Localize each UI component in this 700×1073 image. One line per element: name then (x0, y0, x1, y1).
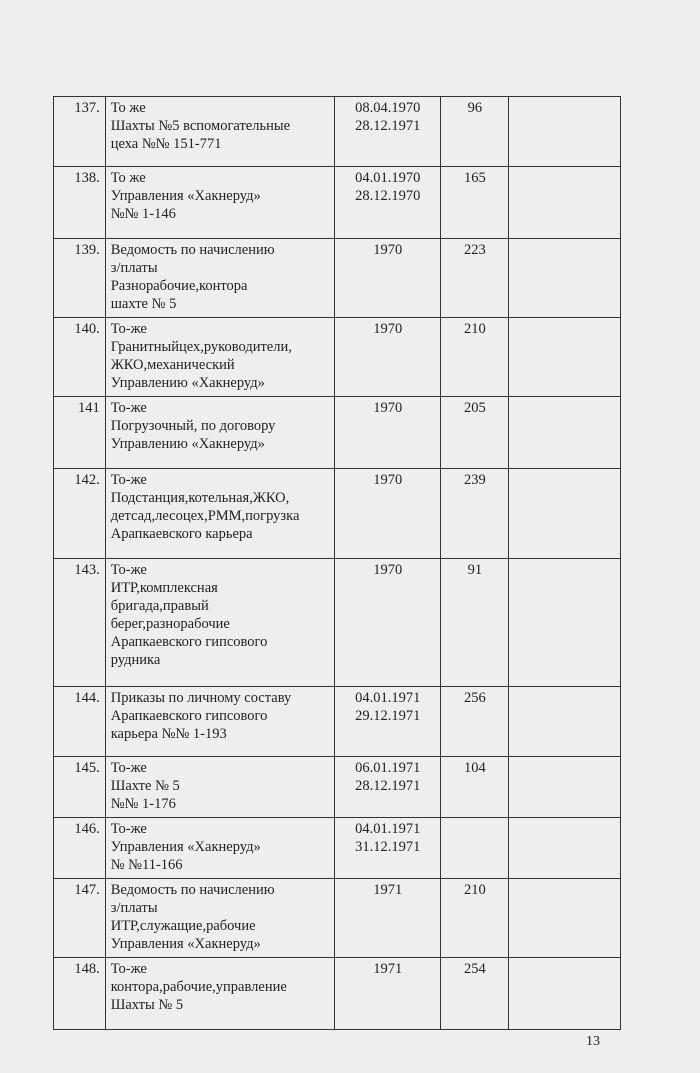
item-title-line: То же (110, 170, 146, 186)
item-date: 1970 (373, 562, 403, 578)
item-dates (334, 879, 441, 958)
item-title-line: Арапкаевского гипсового (110, 708, 268, 724)
item-title-line: То же (110, 100, 146, 116)
item-title-line: Управления «Хакнеруд» (110, 188, 261, 204)
item-date: 28.12.1971 (355, 778, 421, 794)
item-count: 205 (441, 397, 509, 469)
item-title-line: То-же (110, 961, 147, 977)
item-title-line: Разнорабочие,контора (110, 278, 248, 294)
item-title-line: Управлению «Хакнеруд» (110, 436, 265, 452)
item-title-line: ИТР,служащие,рабочие (110, 918, 256, 934)
item-title-line: з/платы (110, 260, 158, 276)
item-title-line: детсад,лесоцех,РММ,погрузка (110, 508, 300, 524)
item-date: 1971 (373, 961, 403, 977)
item-dates (334, 97, 441, 167)
item-count: 96 (441, 97, 509, 167)
item-title-line: То-же (110, 400, 147, 416)
item-title-line: контора,рабочие,управление (110, 979, 287, 995)
item-count (441, 818, 509, 879)
item-count: 165 (441, 167, 509, 239)
table-row (54, 559, 621, 687)
item-count: 210 (441, 318, 509, 397)
item-note (509, 167, 621, 239)
item-count: 256 (441, 687, 509, 757)
item-note (509, 879, 621, 958)
item-title (105, 687, 334, 757)
item-title-line: Управления «Хакнеруд» (110, 936, 261, 952)
row-number: 137. (54, 97, 106, 167)
row-number: 142. (54, 469, 106, 559)
item-date: 04.01.1971 (355, 821, 421, 837)
item-title-line: То-же (110, 760, 147, 776)
item-title (105, 397, 334, 469)
item-note (509, 757, 621, 818)
table-row (54, 469, 621, 559)
item-title-line: цеха №№ 151-771 (110, 136, 222, 152)
table-row (54, 687, 621, 757)
item-date: 04.01.1970 (355, 170, 421, 186)
item-date: 1970 (373, 242, 403, 258)
item-note (509, 818, 621, 879)
item-note (509, 559, 621, 687)
item-count: 254 (441, 958, 509, 1030)
item-note (509, 239, 621, 318)
table-row (54, 397, 621, 469)
item-title (105, 559, 334, 687)
item-title-line: Подстанция,котельная,ЖКО, (110, 490, 290, 506)
row-number: 145. (54, 757, 106, 818)
item-title (105, 97, 334, 167)
register-body (54, 97, 621, 1030)
item-title-line: Шахты № 5 (110, 997, 184, 1013)
item-title-line: карьера №№ 1-193 (110, 726, 227, 742)
table-row (54, 818, 621, 879)
item-date: 04.01.1971 (355, 690, 421, 706)
item-dates (334, 958, 441, 1030)
item-count: 91 (441, 559, 509, 687)
item-date: 1970 (373, 321, 403, 337)
table-row (54, 167, 621, 239)
item-note (509, 97, 621, 167)
row-number: 144. (54, 687, 106, 757)
item-title-line: рудника (110, 652, 161, 668)
item-title-line: бригада,правый (110, 598, 209, 614)
item-title-line: Гранитныйцех,руководители, (110, 339, 292, 355)
item-title (105, 239, 334, 318)
table-row (54, 318, 621, 397)
item-note (509, 958, 621, 1030)
item-title-line: То-же (110, 821, 147, 837)
item-date: 06.01.1971 (355, 760, 421, 776)
item-count: 210 (441, 879, 509, 958)
item-note (509, 469, 621, 559)
item-count: 239 (441, 469, 509, 559)
row-number: 146. (54, 818, 106, 879)
item-title (105, 469, 334, 559)
item-date: 08.04.1970 (355, 100, 421, 116)
item-date: 28.12.1971 (355, 118, 421, 134)
item-dates (334, 469, 441, 559)
item-note (509, 318, 621, 397)
item-title-line: ИТР,комплексная (110, 580, 218, 596)
item-title-line: Шахте № 5 (110, 778, 180, 794)
item-title-line: Ведомость по начислению (110, 242, 275, 258)
item-title-line: ЖКО,механический (110, 357, 235, 373)
table-row (54, 239, 621, 318)
item-title-line: з/платы (110, 900, 158, 916)
item-dates (334, 167, 441, 239)
item-title-line: Ведомость по начислению (110, 882, 275, 898)
item-dates (334, 318, 441, 397)
item-title-line: берег,разнорабочие (110, 616, 230, 632)
item-title-line: То-же (110, 472, 147, 488)
row-number: 140. (54, 318, 106, 397)
item-title-line: То-же (110, 321, 147, 337)
item-title-line: шахте № 5 (110, 296, 177, 312)
table-row (54, 757, 621, 818)
item-dates (334, 818, 441, 879)
row-number: 143. (54, 559, 106, 687)
item-date: 1971 (373, 882, 403, 898)
item-title-line: №№ 1-146 (110, 206, 176, 222)
item-date: 31.12.1971 (355, 839, 421, 855)
item-title-line: Погрузочный, по договору (110, 418, 276, 434)
item-count: 223 (441, 239, 509, 318)
item-title (105, 879, 334, 958)
item-title (105, 958, 334, 1030)
item-title (105, 318, 334, 397)
row-number: 148. (54, 958, 106, 1030)
item-date: 29.12.1971 (355, 708, 421, 724)
item-dates (334, 687, 441, 757)
item-title-line: Управлению «Хакнеруд» (110, 375, 265, 391)
item-dates (334, 757, 441, 818)
item-count: 104 (441, 757, 509, 818)
page-number: 13 (586, 1034, 600, 1049)
item-date: 28.12.1970 (355, 188, 421, 204)
item-note (509, 687, 621, 757)
table-row (54, 97, 621, 167)
item-title-line: Шахты №5 вспомогательные (110, 118, 291, 134)
row-number: 138. (54, 167, 106, 239)
row-number: 141 (54, 397, 106, 469)
item-title-line: №№ 1-176 (110, 796, 176, 812)
table-row (54, 879, 621, 958)
item-title-line: То-же (110, 562, 147, 578)
item-dates (334, 559, 441, 687)
item-title (105, 818, 334, 879)
item-title-line: Приказы по личному составу (110, 690, 292, 706)
item-title-line: Арапкаевского гипсового (110, 634, 268, 650)
item-dates (334, 397, 441, 469)
item-title-line: № №11-166 (110, 857, 183, 873)
item-title-line: Арапкаевского карьера (110, 526, 253, 542)
item-title (105, 757, 334, 818)
item-dates (334, 239, 441, 318)
archive-register-table (53, 96, 621, 1030)
row-number: 147. (54, 879, 106, 958)
item-date: 1970 (373, 472, 403, 488)
item-title-line: Управления «Хакнеруд» (110, 839, 261, 855)
item-date: 1970 (373, 400, 403, 416)
item-title (105, 167, 334, 239)
row-number: 139. (54, 239, 106, 318)
item-note (509, 397, 621, 469)
table-row (54, 958, 621, 1030)
